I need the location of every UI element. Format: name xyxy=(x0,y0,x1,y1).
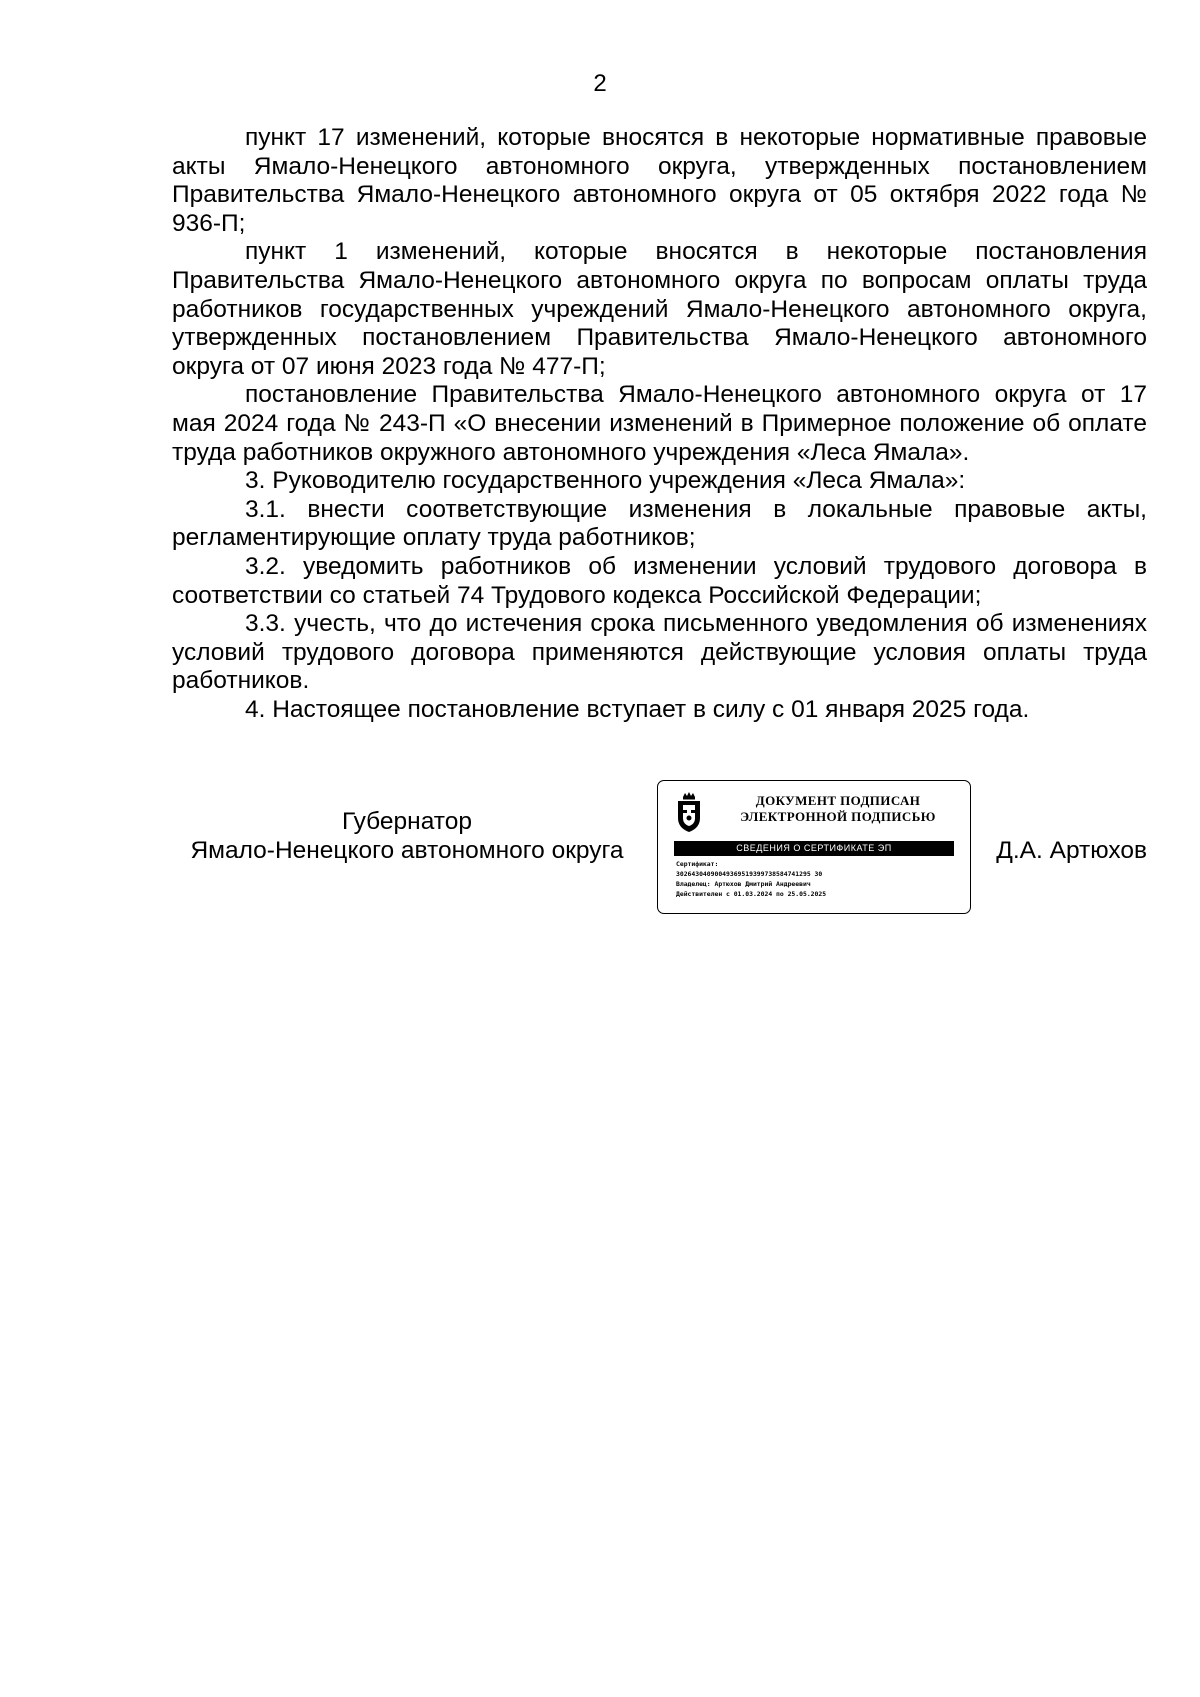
paragraph-item-1: пункт 1 изменений, которые вносятся в некоторые постановления Правительства Ямало-Ненецкого автономного округа по вопросам оплаты труда работников государственных учреждений Ямало-Ненецкого автономного округа, утвержденных постановлением Правительства Ямало-Ненецкого автономного округа от 07 июня 2023 года № 477-П; xyxy=(172,238,1147,380)
signature-block xyxy=(172,780,1147,940)
paragraph-3-3: 3.3. учесть, что до истечения срока письменного уведомления об изменениях условий трудового договора применяются действующие условия оплаты труда работников. xyxy=(172,610,1147,695)
document-body xyxy=(172,124,1147,724)
paragraph-item-17: пункт 17 изменений, которые вносятся в некоторые нормативные правовые акты Ямало-Ненецкого автономного округа, утвержденных постановлением Правительства Ямало-Ненецкого автономного округа от 05 октября 2022 года № 936-П; xyxy=(172,124,1147,237)
stamp-heading xyxy=(713,793,963,825)
paragraph-3: 3. Руководителю государственного учреждения «Леса Ямала»: xyxy=(245,467,966,495)
electronic-signature-stamp xyxy=(657,780,971,914)
signer-name: Д.А. Артюхов xyxy=(996,837,1147,864)
paragraph-3-1: 3.1. внести соответствующие изменения в локальные правовые акты, регламентирующие оплату труда работников; xyxy=(172,495,1147,552)
signer-title-line2: Ямало-Ненецкого автономного округа xyxy=(190,836,624,864)
stamp-heading-line2: ЭЛЕКТРОННОЙ ПОДПИСЬЮ xyxy=(740,809,936,824)
stamp-validity: Действителен с 01.03.2024 по 25.05.2025 xyxy=(676,890,827,898)
yamal-coat-of-arms-icon xyxy=(674,791,704,833)
stamp-owner: Владелец: Артюхов Дмитрий Андреевич xyxy=(676,880,811,888)
signer-title-line1: Губернатор xyxy=(342,808,472,835)
stamp-certificate-bar: СВЕДЕНИЯ О СЕРТИФИКАТЕ ЭП xyxy=(674,841,954,856)
page-number: 2 xyxy=(593,70,607,97)
paragraph-3-2: 3.2. уведомить работников об изменении условий трудового договора в соответствии со статьей 74 Трудового кодекса Российской Федерации; xyxy=(172,552,1147,609)
stamp-details xyxy=(676,859,961,899)
signer-title xyxy=(172,808,642,865)
stamp-heading-line1: ДОКУМЕНТ ПОДПИСАН xyxy=(755,793,921,808)
stamp-certificate-label: Сертификат: xyxy=(676,860,719,868)
paragraph-4: 4. Настоящее постановление вступает в силу с 01 января 2025 года. xyxy=(245,695,1030,723)
stamp-certificate-number: 30264304090049369519399738584741295 30 xyxy=(676,870,823,878)
paragraph-resolution-243: постановление Правительства Ямало-Ненецкого автономного округа от 17 мая 2024 года № 243-П «О внесении изменений в Примерное положение об оплате труда работников окружного автономного учреждения «Леса Ямала». xyxy=(172,381,1147,466)
